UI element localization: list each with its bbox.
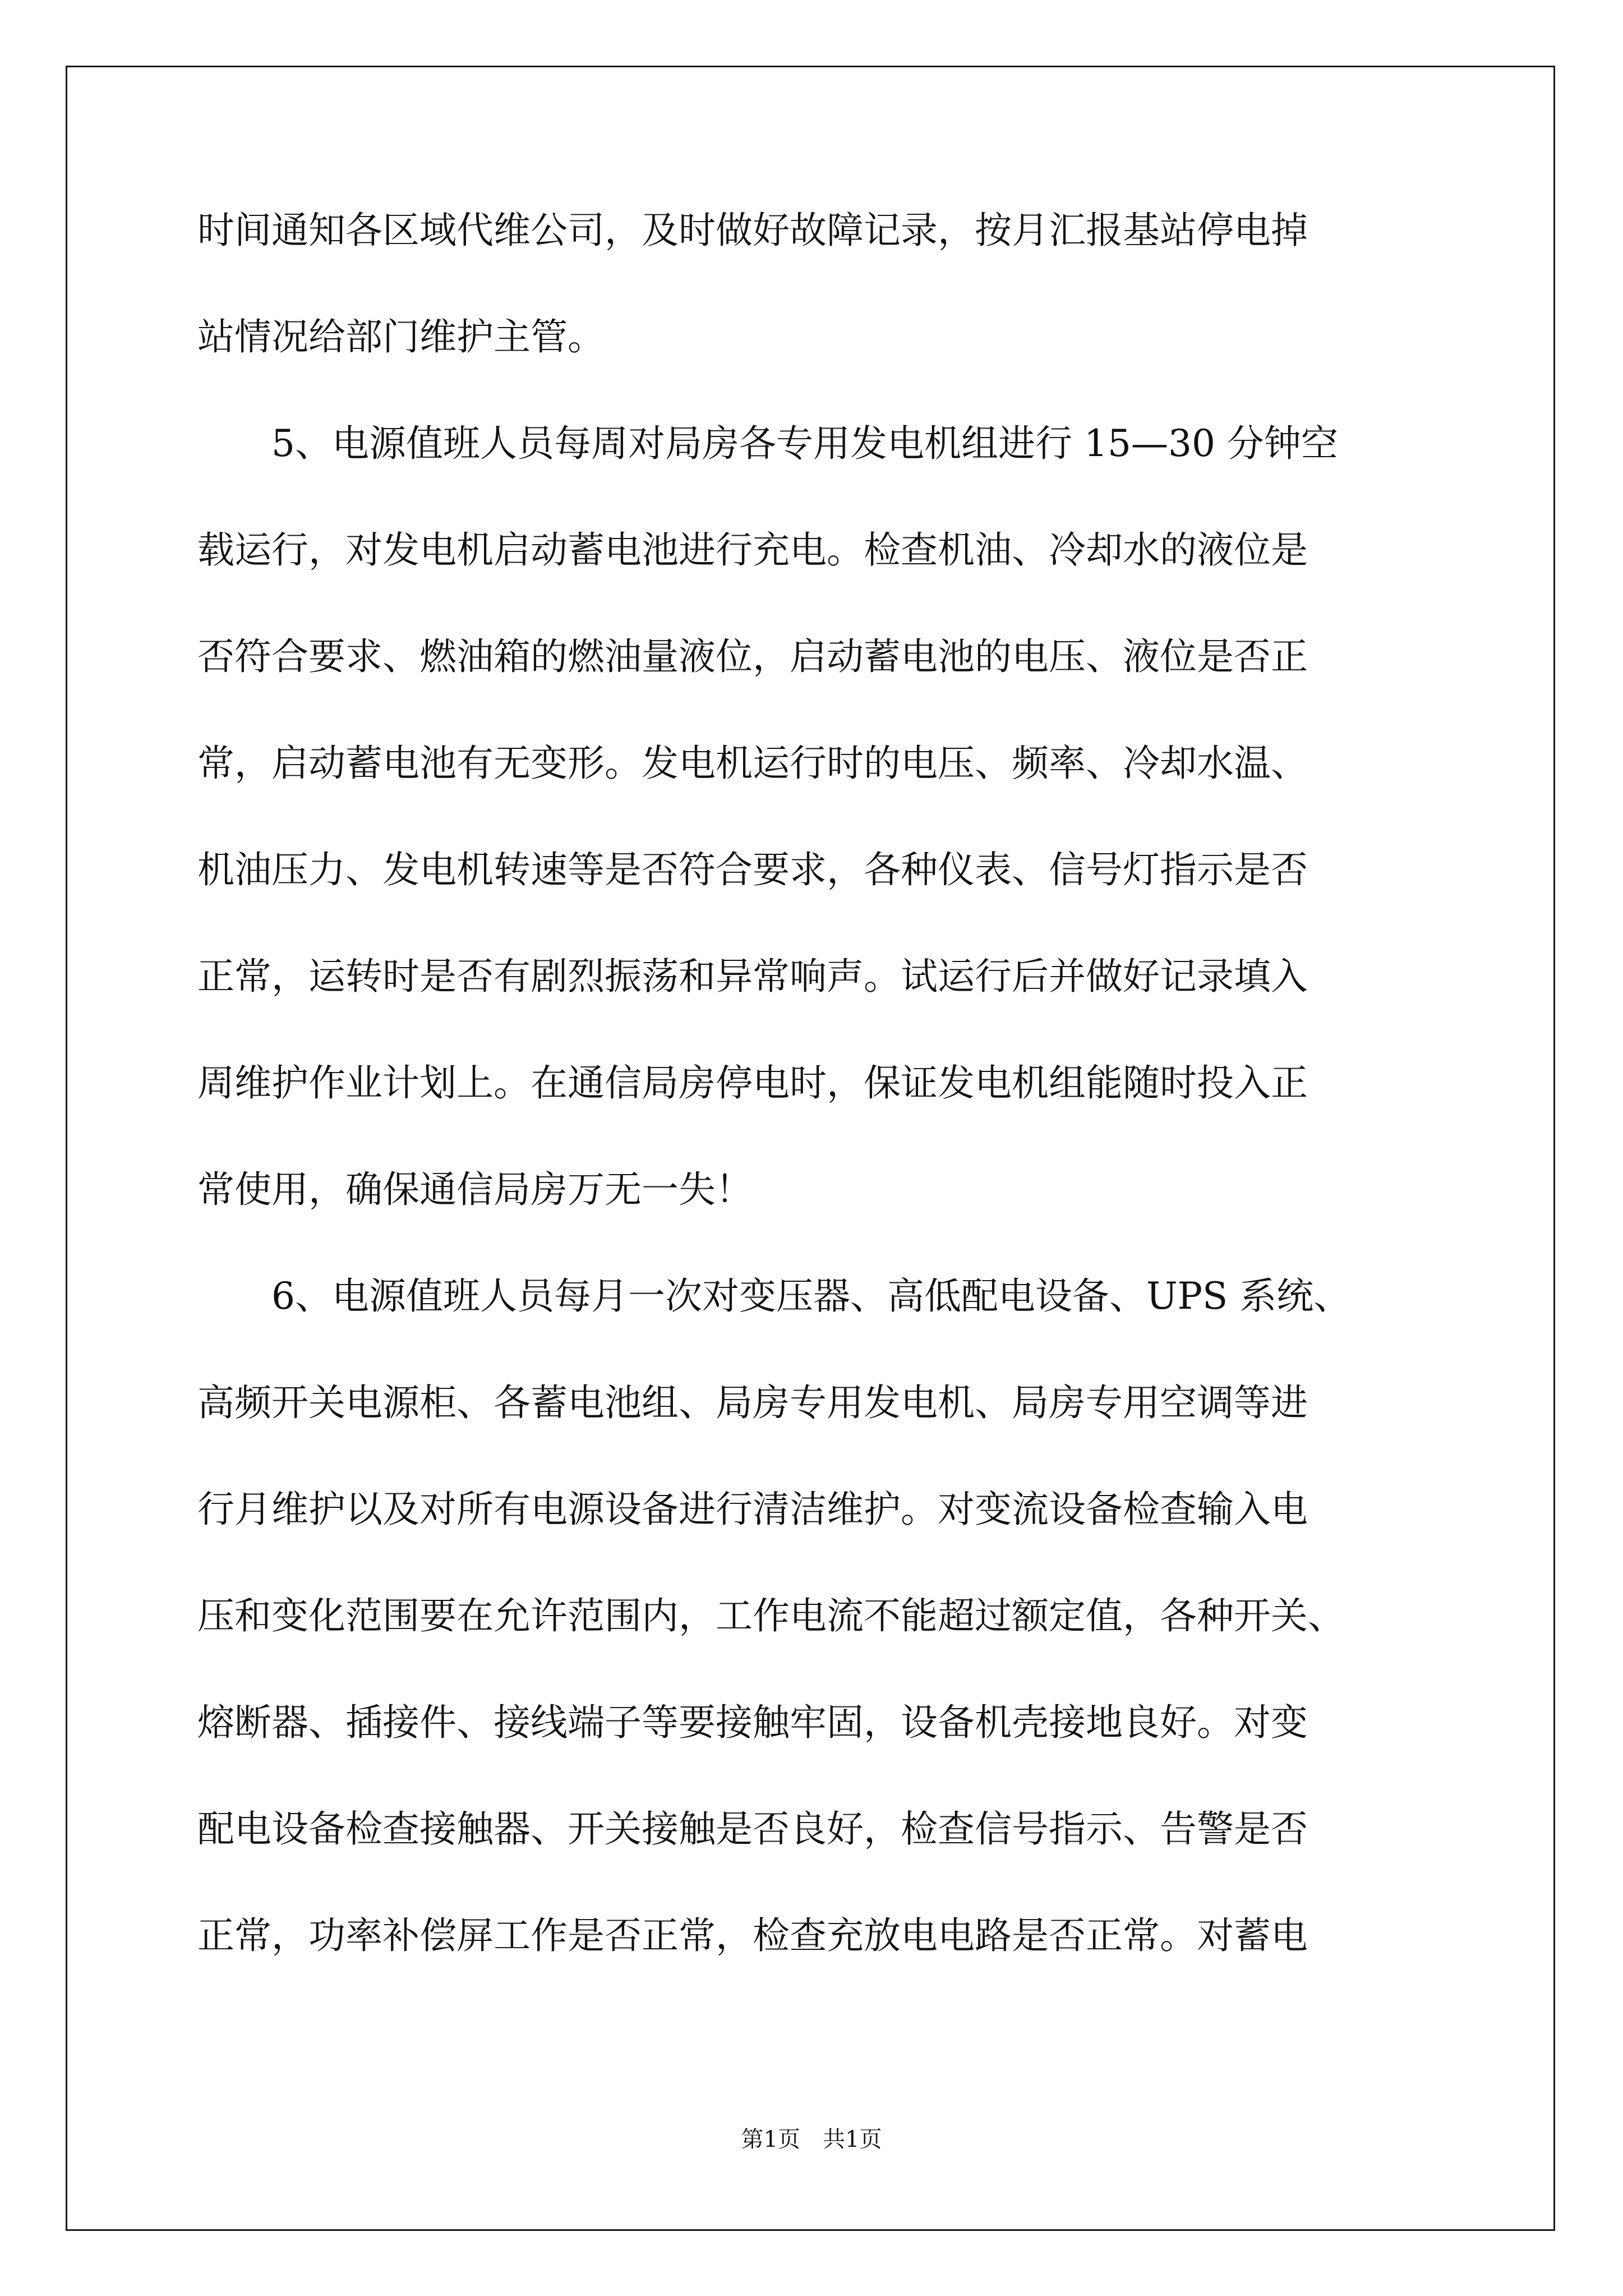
document-body	[197, 209, 1426, 1957]
text-line: 站情况给部门维护主管。	[197, 315, 605, 358]
text-line: 周维护作业计划上。在通信局房停电时，保证发电机组能随时投入正	[197, 1061, 1308, 1105]
text-line: 时间通知各区域代维公司，及时做好故障记录，按月汇报基站停电掉	[197, 209, 1308, 252]
text-line: 机油压力、发电机转速等是否符合要求，各种仪表、信号灯指示是否	[197, 848, 1308, 891]
page-footer	[0, 2127, 1623, 2152]
text-line: 载运行，对发电机启动蓄电池进行充电。检查机油、冷却水的液位是	[197, 528, 1308, 572]
page-number: 第1页	[741, 2127, 800, 2152]
text-line: 5、电源值班人员每周对局房各专用发电机组进行 15—30 分钟空	[197, 422, 1338, 465]
text-line: 正常，功率补偿屏工作是否正常，检查充放电电路是否正常。对蓄电	[197, 1914, 1308, 1957]
text-line: 否符合要求、燃油箱的燃油量液位，启动蓄电池的电压、液位是否正	[197, 635, 1308, 678]
text-line: 配电设备检查接触器、开关接触是否良好，检查信号指示、告警是否	[197, 1807, 1308, 1851]
page-total: 共1页	[823, 2127, 882, 2152]
text-line: 常使用，确保通信局房万无一失！	[197, 1168, 753, 1211]
text-line: 高频开关电源柜、各蓄电池组、局房专用发电机、局房专用空调等进	[197, 1381, 1308, 1424]
text-line: 正常，运转时是否有剧烈振荡和异常响声。试运行后并做好记录填入	[197, 955, 1308, 998]
text-line: 压和变化范围要在允许范围内，工作电流不能超过额定值，各种开关、	[197, 1594, 1345, 1637]
text-line: 熔断器、插接件、接线端子等要接触牢固，设备机壳接地良好。对变	[197, 1701, 1308, 1744]
text-line: 行月维护以及对所有电源设备进行清洁维护。对变流设备检查输入电	[197, 1488, 1308, 1531]
text-line: 常，启动蓄电池有无变形。发电机运行时的电压、频率、冷却水温、	[197, 742, 1308, 785]
text-line: 6、电源值班人员每月一次对变压器、高低配电设备、UPS 系统、	[197, 1274, 1351, 1318]
